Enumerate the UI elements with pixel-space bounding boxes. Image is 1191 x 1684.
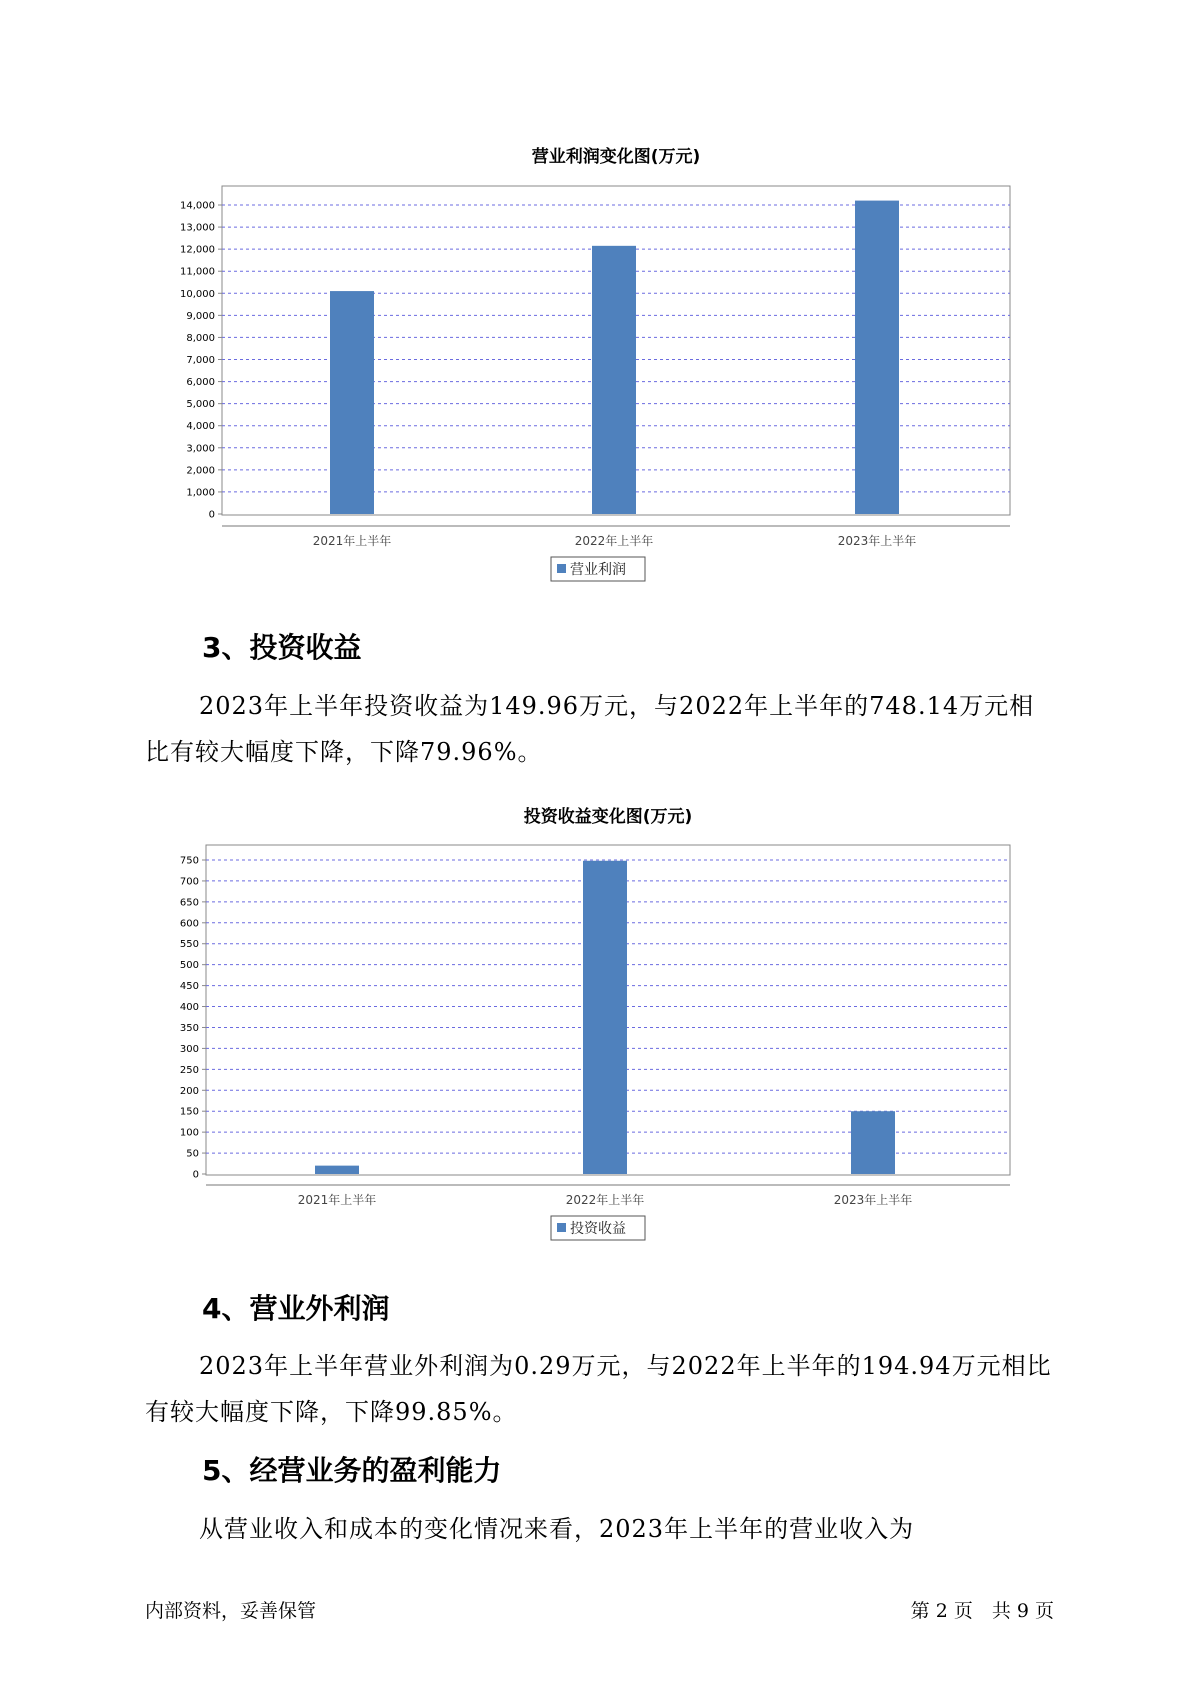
- y-tick-label: 3,000: [186, 443, 215, 455]
- y-tick-label: 10,000: [180, 288, 215, 300]
- y-tick-label: 350: [179, 1022, 199, 1034]
- x-tick-label: 2023年上半年: [837, 534, 917, 548]
- section-heading-profitability: 5、经营业务的盈利能力: [202, 1454, 502, 1487]
- y-tick-label: 6,000: [186, 377, 215, 389]
- chart-title: 投资收益变化图(万元): [523, 807, 693, 827]
- y-tick-label: 5,000: [186, 399, 215, 411]
- footer-confidential: 内部资料，妥善保管: [145, 1600, 317, 1622]
- y-tick-label: 600: [179, 918, 199, 930]
- y-tick-label: 2,000: [186, 465, 215, 477]
- bar-2: [592, 246, 636, 514]
- y-tick-label: 11,000: [180, 266, 215, 278]
- section-heading-investment-income: 3、投资收益: [202, 631, 362, 664]
- y-tick-label: 0: [208, 509, 215, 521]
- y-tick-label: 8,000: [186, 332, 215, 344]
- y-tick-label: 13,000: [180, 222, 215, 234]
- x-tick-label: 2021年上半年: [312, 534, 392, 548]
- operating-profit-chart: [180, 146, 1010, 581]
- y-tick-label: 200: [179, 1085, 199, 1097]
- bar-2: [583, 861, 627, 1174]
- legend-label: 投资收益: [570, 1221, 626, 1237]
- section-heading-non-operating-profit: 4、营业外利润: [202, 1292, 390, 1325]
- y-tick-label: 500: [179, 960, 199, 972]
- bar-1: [330, 291, 374, 514]
- investment-income-chart: [180, 806, 1010, 1240]
- paragraph-text: 从营业收入和成本的变化情况来看，2023年上半年的营业收入为: [199, 1515, 915, 1543]
- y-tick-label: 100: [179, 1127, 199, 1139]
- y-tick-label: 9,000: [186, 310, 215, 322]
- bar-3: [851, 1111, 895, 1174]
- y-tick-label: 1,000: [186, 487, 215, 499]
- legend-swatch: [557, 564, 566, 573]
- legend-swatch: [557, 1223, 566, 1232]
- bar-1: [315, 1166, 359, 1174]
- y-tick-label: 4,000: [186, 421, 215, 433]
- y-tick-label: 400: [179, 1002, 199, 1014]
- y-tick-label: 300: [179, 1043, 199, 1055]
- y-tick-label: 550: [179, 939, 199, 951]
- y-tick-label: 450: [179, 981, 199, 993]
- y-tick-label: 150: [179, 1106, 199, 1118]
- y-tick-label: 750: [179, 855, 199, 867]
- y-tick-label: 50: [186, 1148, 199, 1160]
- x-tick-label: 2022年上半年: [574, 534, 654, 548]
- paragraph-text: 2023年上半年投资收益为149.96万元，与2022年上半年的748.14万元相比有较大幅度下降，下降79.96%。: [145, 692, 1035, 766]
- x-tick-label: 2023年上半年: [833, 1193, 913, 1207]
- chart-title: 营业利润变化图(万元): [531, 147, 701, 167]
- bar-3: [855, 201, 899, 514]
- paragraph-non-operating-profit: [145, 1343, 1055, 1435]
- y-tick-label: 14,000: [180, 200, 215, 212]
- footer-page-number: 第 2 页 共 9 页: [910, 1600, 1054, 1622]
- x-tick-label: 2022年上半年: [565, 1193, 645, 1207]
- y-tick-label: 650: [179, 897, 199, 909]
- y-tick-label: 250: [179, 1064, 199, 1076]
- x-tick-label: 2021年上半年: [297, 1193, 377, 1207]
- y-tick-label: 700: [179, 876, 199, 888]
- y-tick-label: 7,000: [186, 355, 215, 366]
- paragraph-text: 2023年上半年营业外利润为0.29万元，与2022年上半年的194.94万元相比有较大幅度下降，下降99.85%。: [145, 1352, 1052, 1426]
- paragraph-profitability: [145, 1506, 1055, 1552]
- y-tick-label: 0: [192, 1169, 199, 1181]
- paragraph-investment-income: [145, 683, 1055, 775]
- legend-label: 营业利润: [570, 562, 626, 578]
- y-tick-label: 12,000: [180, 244, 215, 256]
